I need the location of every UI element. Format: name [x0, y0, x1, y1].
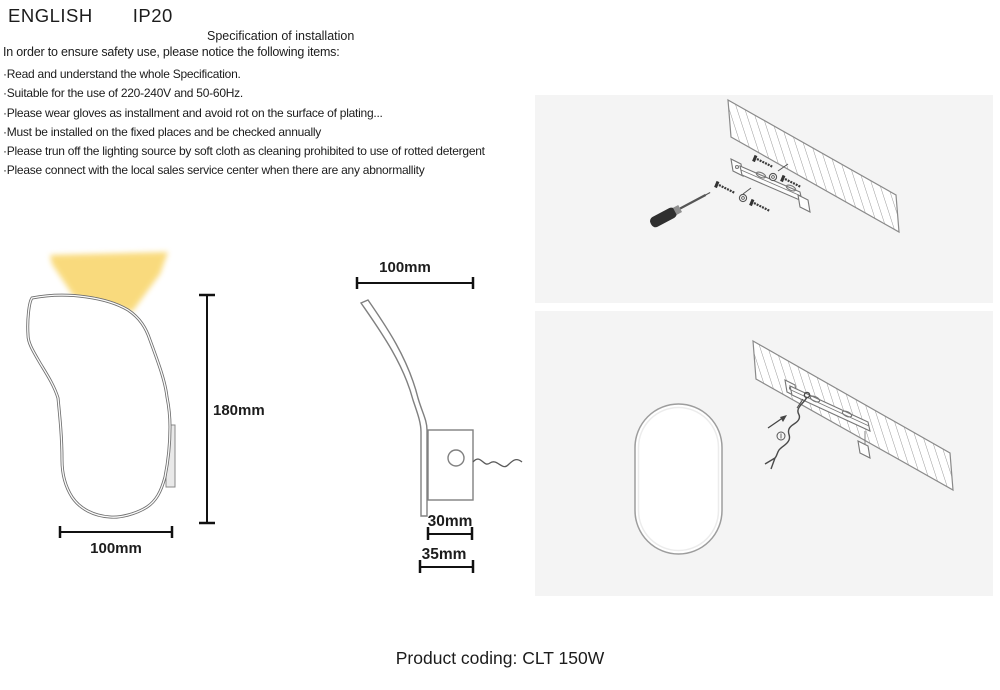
- lamp-front-outline: [28, 295, 170, 517]
- spec-item-list: [3, 65, 485, 181]
- front-height-label: 180mm: [213, 402, 265, 419]
- front-view-drawing: [10, 240, 290, 560]
- cable-icon: [473, 459, 522, 467]
- wall-hatch: [728, 100, 899, 232]
- spec-item: ·Please wear gloves as installment and avoid rot on the surface of plating...: [3, 105, 383, 120]
- spec-item: ·Must be installed on the fixed places and be checked annually: [3, 124, 322, 139]
- spec-intro: In order to ensure safety use, please notice the following items:: [3, 45, 340, 59]
- side-width-label: 100mm: [379, 259, 431, 276]
- ip-rating-label: IP20: [132, 5, 173, 26]
- spec-title: Specification of installation: [207, 29, 355, 43]
- side-width-dimension-line: [357, 277, 473, 289]
- screwdriver-icon: [648, 188, 712, 229]
- install-step2-panel: [535, 311, 993, 596]
- spec-item: ·Suitable for the use of 220-240V and 50-60Hz.: [3, 86, 243, 101]
- side-total-depth-label: 35mm: [421, 546, 467, 563]
- install-step2-diagram: [535, 311, 993, 596]
- spec-item: ·Please trun off the lighting source by soft cloth as cleaning prohibited to use of rotted detergent: [3, 144, 485, 159]
- lamp-body-capsule: [635, 404, 722, 554]
- wall-anchor: [769, 173, 776, 180]
- language-label: ENGLISH: [8, 5, 93, 26]
- header: [8, 5, 173, 27]
- lamp-side-profile: [361, 300, 427, 516]
- install-step1-diagram: [535, 95, 993, 303]
- front-width-label: 100mm: [90, 540, 142, 557]
- side-box-depth-label: 30mm: [427, 513, 473, 530]
- spec-item: ·Read and understand the whole Specification.: [3, 67, 241, 81]
- install-step1-panel: [535, 95, 993, 303]
- wall-anchor: [739, 194, 746, 201]
- spec-item: ·Please connect with the local sales service center when there are any abnormallity: [3, 163, 425, 178]
- product-coding: Product coding: CLT 150W: [395, 648, 605, 668]
- direction-arrow: [768, 415, 787, 440]
- mounting-box: [428, 430, 473, 500]
- width-dimension-line: [60, 526, 172, 538]
